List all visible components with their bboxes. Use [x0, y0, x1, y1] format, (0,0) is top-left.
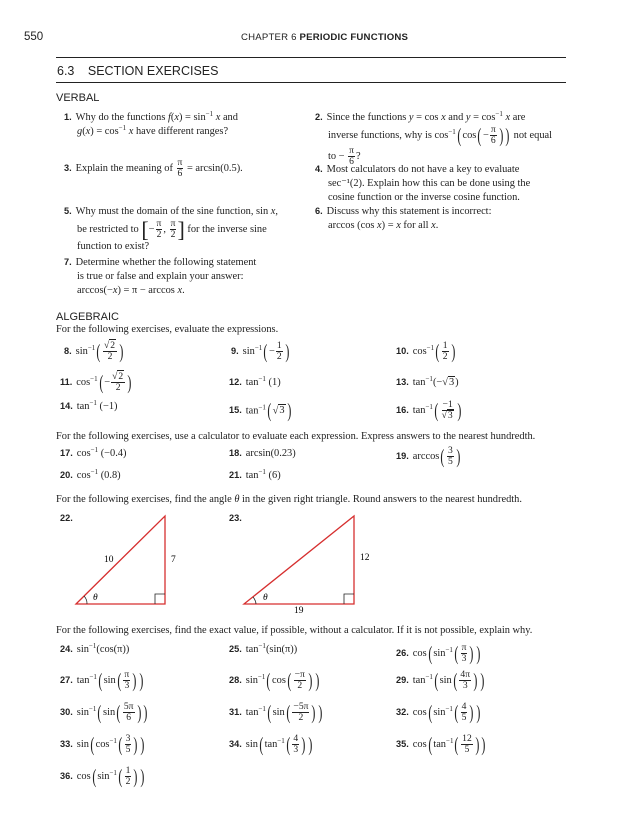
exercise-number: 5.: [64, 206, 72, 216]
intro-evaluate: For the following exercises, evaluate the expressions.: [56, 324, 279, 335]
base-label: 19: [294, 606, 304, 616]
section-name: SECTION EXERCISES: [87, 64, 219, 78]
exercise-1: 1. Why do the functions $f(x) = \sin^{-1} x$ and $g(x) = \cos^{-1} x$ have different ranges?: [64, 110, 238, 138]
exercise-number: 36.: [60, 770, 73, 781]
triangle-22: [60, 510, 190, 610]
exercise-25: 25. $\tan^{-1}(\sin(\pi))$: [229, 642, 298, 655]
exercise-5: 5. Why must the domain of the sine function, sin x, be restricted to [− $\frac{\pi}{2}$ , $\frac{\pi}{2}$ ] for the inverse sine function to exist?: [64, 206, 278, 253]
side-label: 7: [171, 555, 176, 565]
page-number: 550: [24, 31, 44, 43]
exercise-number: 15.: [229, 405, 242, 416]
exercise-27: 27. $\tan^{-1}(\sin$( $\frac{\pi}{3}$ ) ): [60, 669, 144, 692]
exercise-3-text: Explain the meaning of: [75, 162, 173, 174]
exercise-19: 19. arccos( $\frac{3}{5}$ ): [396, 445, 461, 468]
exercise-7-line1: Determine whether the following statement: [75, 257, 257, 268]
exercise-12: 12. $\tan^{-1} (1)$: [229, 375, 281, 388]
exercise-number: 3.: [64, 162, 72, 173]
exercise-10: 10. $\cos^{-1}$( $\frac{1}{2}$ ): [396, 340, 455, 363]
exercise-8: 8. $\sin^{-1}$( $\frac{√2}{2}$ ): [64, 340, 124, 363]
exercise-number: 27.: [60, 674, 73, 685]
exercise-number: 6.: [315, 206, 323, 216]
side-label: 12: [360, 553, 370, 563]
section-top-rule: [56, 57, 566, 58]
exercise-36: 36. $\cos(\sin^{-1}$( $\frac{1}{2}$ ) ): [60, 765, 145, 788]
intro-exact: For the following exercises, find the exact value, if possible, without a calculator. If it is not possible, explain why.: [56, 625, 533, 636]
exercise-33: 33. $\sin(\cos^{-1}$( $\frac{3}{5}$ ) ): [60, 733, 145, 756]
exercise-number: 19.: [396, 450, 409, 461]
right-angle-mark: [155, 594, 165, 604]
exercise-number: 33.: [60, 738, 73, 749]
exercise-4: [315, 163, 530, 205]
right-angle-mark: [344, 594, 354, 604]
exercise-7: 7. Determine whether the following statement is true or false and explain your answer: arccos(−x) = π − arccos x.: [64, 257, 257, 297]
triangle-23-shape: [244, 516, 354, 604]
theta-label: θ: [93, 593, 98, 603]
exercise-4-line2: sec⁻¹(2). Explain how this can be done using the: [328, 178, 531, 190]
algebraic-heading: ALGEBRAIC: [56, 311, 119, 323]
exercise-number: 13.: [396, 377, 409, 387]
exercise-number: 7.: [64, 257, 72, 267]
exercise-number: 30.: [60, 706, 73, 717]
exercise-number: 25.: [229, 644, 242, 654]
exercise-number: 17.: [60, 448, 73, 458]
verbal-heading: VERBAL: [56, 92, 100, 104]
section-bottom-rule: [56, 82, 566, 83]
section-title: [57, 64, 218, 78]
exercise-7-line2: is true or false and explain your answer:: [77, 271, 244, 283]
exercise-13: 13. $\tan^{-1}(-√3)$: [396, 375, 459, 388]
exercise-2: 2. Since the functions y = cos x and $y = \cos^{-1} x$ are inverse functions, why is $\cos^{-1}(\cos(-$ $\frac{\pi}{6}$ ) ) not equal to − $\frac{\pi}{6}$ ?: [315, 110, 553, 168]
exercise-20: 20. $\cos^{-1} (0.8)$: [60, 468, 121, 481]
exercise-4-line3: cosine function or the inverse cosine function.: [328, 192, 520, 204]
exercise-number: 12.: [229, 377, 242, 387]
exercise-28: 28. $\sin^{-1}(\cos$( $\frac{-\pi}{2}$ ) ): [229, 669, 319, 692]
exercise-number: 9.: [231, 345, 239, 356]
exercise-number: 22.: [60, 513, 73, 523]
exercise-number: 35.: [396, 738, 409, 749]
exercise-number: 32.: [396, 706, 409, 717]
triangle-22-shape: [76, 516, 165, 604]
exercise-32: 32. $\cos(\sin^{-1}$( $\frac{4}{5}$ ) ): [396, 701, 481, 724]
exercise-24: 24. $\sin^{-1}(\cos(\pi))$: [60, 642, 130, 655]
exercise-35: 35. $\cos(\tan^{-1}$( $\frac{12}{5}$ ) ): [396, 733, 486, 756]
exercise-26: 26. $\cos(\sin^{-1}$( $\frac{\pi}{3}$ ) ): [396, 642, 481, 665]
exercise-11: 11. $\cos^{-1}(-$ $\frac{√2}{2}$ ): [60, 371, 132, 394]
hypotenuse-label: 10: [104, 555, 114, 565]
exercise-number: 14.: [60, 401, 73, 411]
exercise-29: 29. $\tan^{-1}(\sin$( $\frac{4\pi}{3}$ ) ): [396, 669, 485, 692]
intro-calculator: For the following exercises, use a calculator to evaluate each expression. Express answers to the nearest hundredth.: [56, 431, 536, 442]
exercise-number: 20.: [60, 470, 73, 480]
exercise-number: 29.: [396, 674, 409, 685]
exercise-number: 11.: [60, 376, 73, 387]
exercise-15: 15. $\tan^{-1}(√3$ ): [229, 400, 291, 422]
exercise-number: 2.: [315, 112, 323, 122]
exercise-3: 3. Explain the meaning of $\frac{\pi}{6}$ = arcsin(0.5).: [64, 157, 243, 180]
intro-triangles: For the following exercises, find the angle θ in the given right triangle. Round answers to the nearest hundredth.: [56, 494, 522, 505]
section-number: 6.3: [57, 64, 75, 78]
exercise-6-line1: Discuss why this statement is incorrect:: [326, 206, 492, 217]
angle-arc: [253, 597, 256, 604]
exercise-number: 8.: [64, 345, 72, 356]
exercise-number: 18.: [229, 448, 242, 458]
exercise-number: 16.: [396, 404, 409, 415]
exercise-17: 17. $\cos^{-1} (-0.4)$: [60, 446, 127, 459]
exercise-number: 31.: [229, 706, 242, 717]
exercise-21: 21. $\tan^{-1} (6)$: [229, 468, 281, 481]
exercise-number: 26.: [396, 647, 409, 658]
exercise-number: 34.: [229, 738, 242, 749]
exercise-6: 6. Discuss why this statement is incorrect: arccos (cos x) = x for all x.: [315, 206, 492, 232]
exercise-5-line3: function to exist?: [77, 241, 150, 253]
exercise-number: 21.: [229, 470, 242, 480]
exercise-18: 18. arcsin(0.23): [229, 448, 296, 459]
exercise-number: 4.: [315, 164, 323, 174]
exercise-14: 14. $\tan^{-1} (-1)$: [60, 399, 118, 412]
theta-label: θ: [263, 593, 268, 603]
exercise-4-line1: Most calculators do not have a key to evaluate: [326, 164, 520, 175]
exercise-9: 9. $\sin^{-1}(-$ $\frac{1}{2}$ ): [231, 340, 289, 363]
exercise-number: 10.: [396, 345, 409, 356]
exercise-number: 23.: [229, 513, 242, 523]
exercise-31: 31. $\tan^{-1}(\sin$( $\frac{-5\pi}{2}$ ) ): [229, 701, 323, 724]
exercise-34: 34. $\sin(\tan^{-1}$( $\frac{4}{3}$ ) ): [229, 733, 313, 756]
exercise-16: 16. $\tan^{-1}$( $\frac{-1}{√3}$ ): [396, 399, 462, 422]
triangle-23: [236, 510, 386, 616]
exercise-30: 30. $\sin^{-1}(\sin$( $\frac{5\pi}{6}$ ) ): [60, 701, 148, 724]
angle-arc: [84, 596, 87, 604]
chapter-label: CHAPTER 6: [241, 32, 297, 43]
exercise-number: 1.: [64, 112, 72, 122]
exercise-number: 24.: [60, 644, 73, 654]
chapter-title: PERIODIC FUNCTIONS: [299, 32, 409, 43]
exercise-number: 28.: [229, 674, 242, 685]
chapter-header: [241, 32, 408, 43]
